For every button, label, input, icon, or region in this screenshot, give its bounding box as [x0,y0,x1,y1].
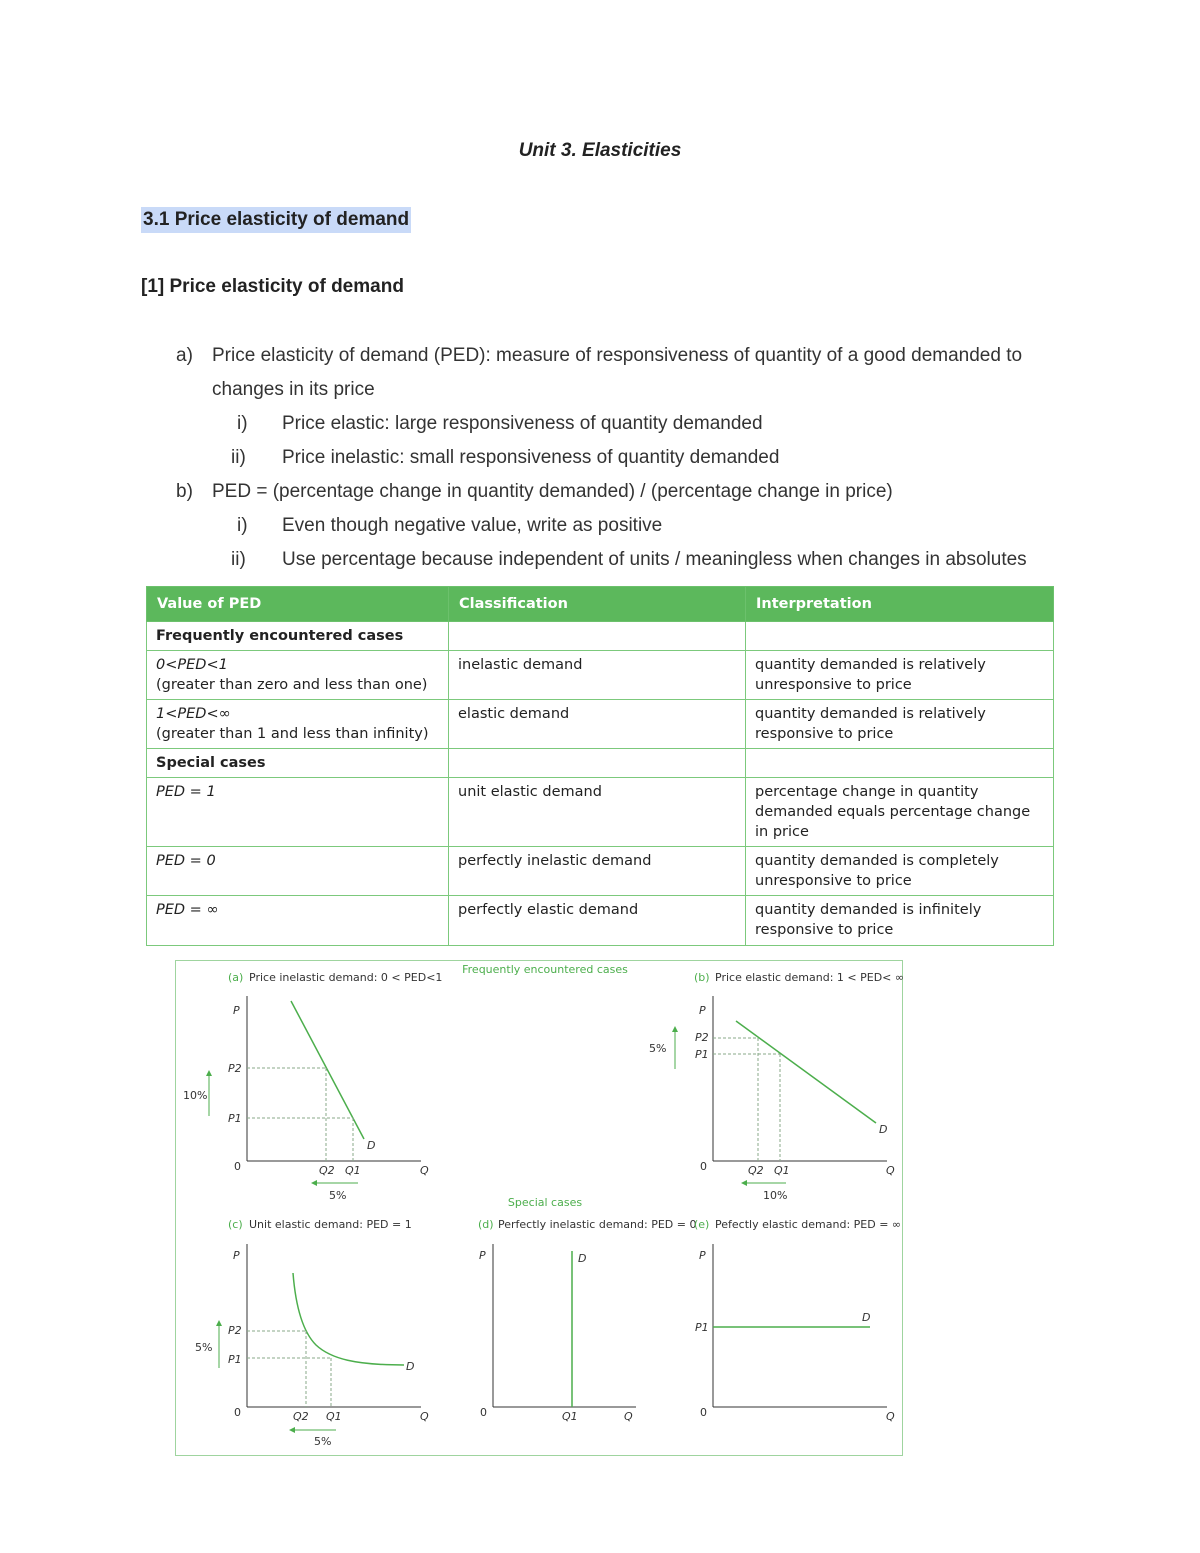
axis-label: Q [886,1164,895,1177]
interpretation-cell: percentage change in quantity demanded equals percentage change in price [746,778,1054,847]
list-marker: i) [237,413,248,434]
axis-label: P [233,1004,240,1017]
list-marker: a) [176,345,193,366]
qty-label: Q1 [562,1410,578,1423]
ped-value: 0<PED<1 [156,657,228,673]
origin-label: 0 [234,1160,241,1173]
point-b-i: Even though negative value, write as positive [282,515,663,536]
qty-change-label: 10% [763,1189,788,1202]
page-title: Unit 3. Elasticities [518,140,682,161]
interpretation-cell: quantity demanded is infinitely responsive to price [746,896,1054,946]
qty-label: Q1 [345,1164,361,1177]
list-marker: i) [237,515,248,536]
qty-label: Q2 [293,1410,309,1423]
qty-label: Q1 [326,1410,342,1423]
axis-label: Q [420,1164,429,1177]
panel-title: Unit elastic demand: PED = 1 [249,1218,412,1231]
point-b-line: PED = (percentage change in quantity demanded) / (percentage change in price) [212,481,893,502]
price-change-label: 5% [195,1341,213,1354]
point-b-ii: Use percentage because independent of units / meaningless when changes in absolutes [282,549,1027,570]
group-heading: Frequently encountered cases [462,963,628,976]
qty-change-label: 5% [329,1189,347,1202]
panel-tag: (e) [694,1218,710,1231]
origin-label: 0 [700,1406,707,1419]
table-row [147,847,1054,896]
demand-curve [293,1273,404,1365]
category-label: Special cases [147,749,449,778]
column-header: Value of PED [147,587,449,622]
list-marker: b) [176,481,193,502]
table-row [147,896,1054,946]
origin-label: 0 [480,1406,487,1419]
list-marker: ii) [231,447,246,468]
curve-label: D [406,1360,415,1373]
axis-label: Q [420,1410,429,1423]
ped-value-note: (greater than 1 and less than infinity) [156,726,429,742]
qty-label: Q1 [774,1164,790,1177]
section-heading: 3.1 Price elasticity of demand [141,207,411,233]
price-change-label: 5% [649,1042,667,1055]
ped-value-cell [147,651,449,700]
axis-label: P [699,1004,706,1017]
category-label: Frequently encountered cases [147,622,449,651]
group-heading: Special cases [507,1196,583,1209]
list-marker: ii) [231,549,246,570]
demand-curves-figure [175,960,903,1456]
column-header: Classification [449,587,746,622]
classification-cell: perfectly elastic demand [449,896,746,946]
interpretation-cell: quantity demanded is relatively unresponsive to price [746,651,1054,700]
ped-value-cell [147,778,449,847]
curve-label: D [367,1139,376,1152]
classification-cell: inelastic demand [449,651,746,700]
category-row [147,749,1054,778]
price-label: P2 [228,1324,242,1337]
point-a-line2: changes in its price [212,379,375,400]
panel-tag: (a) [228,971,244,984]
ped-value-cell [147,896,449,946]
column-header: Interpretation [746,587,1054,622]
panel-tag: (b) [694,971,710,984]
price-label: P1 [228,1353,242,1366]
panel-title: Price elastic demand: 1 < PED< ∞ [715,971,904,984]
qty-label: Q2 [319,1164,335,1177]
ped-value-note: (greater than zero and less than one) [156,677,428,693]
curve-label: D [578,1252,587,1265]
price-label: P2 [228,1062,242,1075]
ped-value-cell [147,700,449,749]
point-a-ii: Price inelastic: small responsiveness of quantity demanded [282,447,780,468]
price-label: P1 [228,1112,242,1125]
ped-value: PED = 0 [156,853,216,869]
price-change-label: 10% [183,1089,208,1102]
subsection-heading: [1] Price elasticity of demand [141,276,404,297]
curve-label: D [862,1311,871,1324]
price-label: P2 [695,1031,709,1044]
category-row [147,622,1054,651]
demand-curve [736,1021,876,1123]
point-a-i: Price elastic: large responsiveness of quantity demanded [282,413,763,434]
panel-tag: (d) [478,1218,494,1231]
panel-tag: (c) [228,1218,243,1231]
ped-value-cell [147,847,449,896]
panel-title: Perfectly inelastic demand: PED = 0 [498,1218,697,1231]
axis-label: P [699,1249,706,1262]
table-row [147,700,1054,749]
axis-label: P [479,1249,486,1262]
ped-value: PED = ∞ [156,902,219,918]
panel-title: Price inelastic demand: 0 < PED<1 [249,971,443,984]
axis-label: Q [886,1410,895,1423]
qty-change-label: 5% [314,1435,332,1448]
table-row [147,778,1054,847]
axis-label: P [233,1249,240,1262]
table-header-row [147,587,1054,622]
qty-label: Q2 [748,1164,764,1177]
curve-label: D [879,1123,888,1136]
ped-value: PED = 1 [156,784,216,800]
classification-cell: perfectly inelastic demand [449,847,746,896]
interpretation-cell: quantity demanded is completely unresponsive to price [746,847,1054,896]
classification-cell: unit elastic demand [449,778,746,847]
panel-title: Pefectly elastic demand: PED = ∞ [715,1218,902,1231]
price-label: P1 [695,1048,709,1061]
classification-cell: elastic demand [449,700,746,749]
origin-label: 0 [234,1406,241,1419]
ped-value: 1<PED<∞ [156,706,231,722]
interpretation-cell: quantity demanded is relatively responsive to price [746,700,1054,749]
point-a-line1: Price elasticity of demand (PED): measure of responsiveness of quantity of a good demanded to [212,345,1023,366]
table-row [147,651,1054,700]
axis-label: Q [624,1410,633,1423]
origin-label: 0 [700,1160,707,1173]
price-label: P1 [695,1321,709,1334]
ped-table [146,586,1054,946]
